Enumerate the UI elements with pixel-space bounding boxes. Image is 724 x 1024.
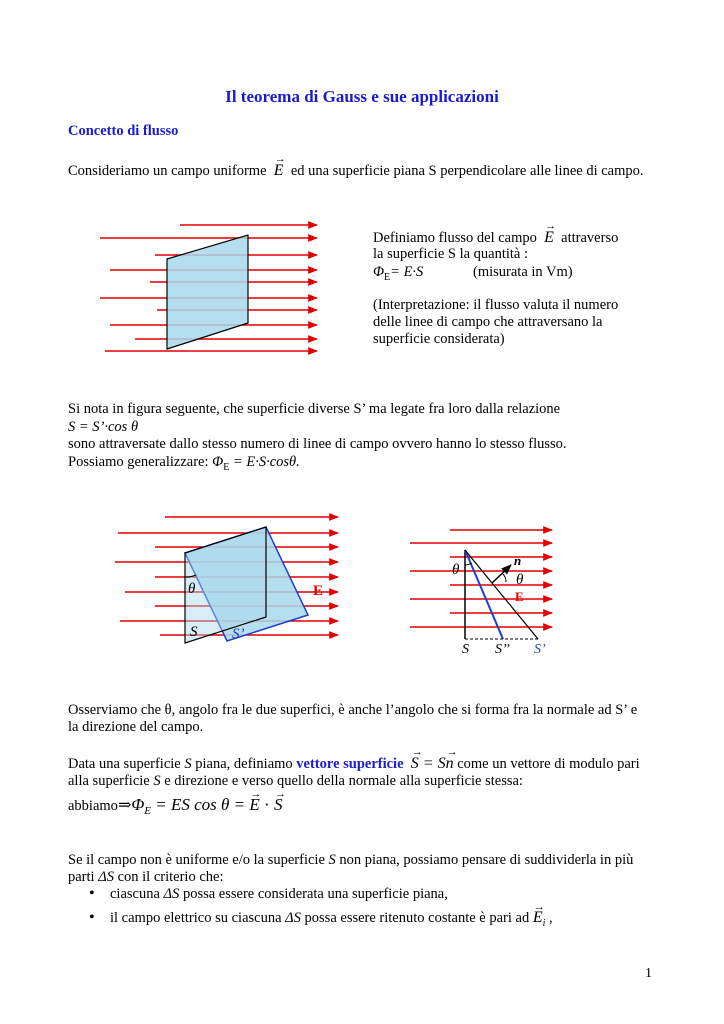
vector-e: → E: [274, 162, 284, 179]
flux-vector-formula: $abbiamo\Rightarrow\Phi_E$ = ES cos θ = → E · → S: [68, 795, 282, 821]
paragraph-2-line4: Possiamo generalizzare: $\Phi_E = E\cdot S\cdot\cos\theta$.: [68, 454, 300, 473]
s-prime-label: S’: [534, 642, 546, 655]
paragraph-2-line1: Si nota in figura seguente, che superficie diverse S’ ma legate fra loro dalla relazione: [68, 401, 561, 417]
paragraph-4-line2: alla superficie S e direzione e verso quello della normale alla superficie stessa:: [68, 773, 523, 789]
figure-tilted-surfaces: [110, 505, 345, 650]
s-label: S: [190, 624, 198, 640]
criteria-list: [89, 884, 553, 934]
flux-definition: Definiamo flusso del campo → E attraverso: [373, 229, 618, 247]
intro-paragraph: Consideriamo un campo uniforme → E ed una superficie piana S perpendicolare alle linee di campo.: [68, 162, 644, 180]
interpretation-1: (Interpretazione: il flusso valuta il numero: [373, 297, 619, 313]
page-title: Il teorema di Gauss e sue applicazioni: [225, 87, 499, 106]
surface-s-prime: [465, 550, 538, 639]
page-number: 1: [645, 966, 652, 981]
flux-definition-line2: la superficie S la quantità :: [373, 246, 529, 262]
s-label: S: [462, 642, 469, 655]
s-double-prime-label: S’’: [495, 642, 510, 655]
theta-label: θ: [188, 581, 196, 597]
term-vettore-superficie: vettore superficie: [296, 756, 404, 772]
surface-s: [167, 235, 248, 349]
normal-label: n: [514, 553, 522, 568]
theta-arc-2: [502, 573, 506, 582]
theta-label-2: θ: [516, 572, 524, 588]
paragraph-3-line1: Osserviamo che θ, angolo fra le due superfici, è anche l’angolo che si forma fra la normale ad S’ e: [68, 702, 638, 718]
field-label: E: [515, 589, 524, 604]
figure-section-view: [410, 525, 560, 655]
flux-formula: $\Phi_E= E\cdot S$ (misurata in Vm): [373, 264, 573, 283]
paragraph-4-line1: Data una superficie S piana, definiamo vettore superficie → S = S→ n come un vettore di modulo pari: [68, 755, 640, 773]
paragraph-5-line2: parti ΔS con il criterio che:: [68, 869, 224, 885]
s-prime-label: S’: [232, 626, 245, 642]
section-heading: Concetto di flusso: [68, 123, 179, 139]
list-item: • ciascuna ΔS possa essere considerata una superficie piana,: [89, 884, 553, 904]
normal-vector: [492, 565, 511, 583]
paragraph-5-line1: Se il campo non è uniforme e/o la superficie S non piana, possiamo pensare di suddividerla in più: [68, 852, 634, 868]
figure-flux-perpendicular: [95, 215, 325, 355]
interpretation-3: superficie considerata): [373, 331, 505, 347]
relation-s: S = S’·cos θ: [68, 419, 139, 435]
theta-label-1: θ: [452, 562, 460, 578]
field-label: E: [313, 583, 324, 599]
flux-unit: (misurata in Vm): [473, 264, 573, 280]
vector-e: → E: [544, 229, 554, 246]
paragraph-3-line2: la direzione del campo.: [68, 719, 204, 735]
list-item: • il campo elettrico su ciascuna ΔS possa essere ritenuto costante è pari ad → $E_i$ ,: [89, 908, 553, 934]
paragraph-2-line3: sono attraversate dallo stesso numero di linee di campo ovvero hanno lo stesso flusso.: [68, 436, 567, 452]
interpretation-2: delle linee di campo che attraversano la: [373, 314, 603, 330]
